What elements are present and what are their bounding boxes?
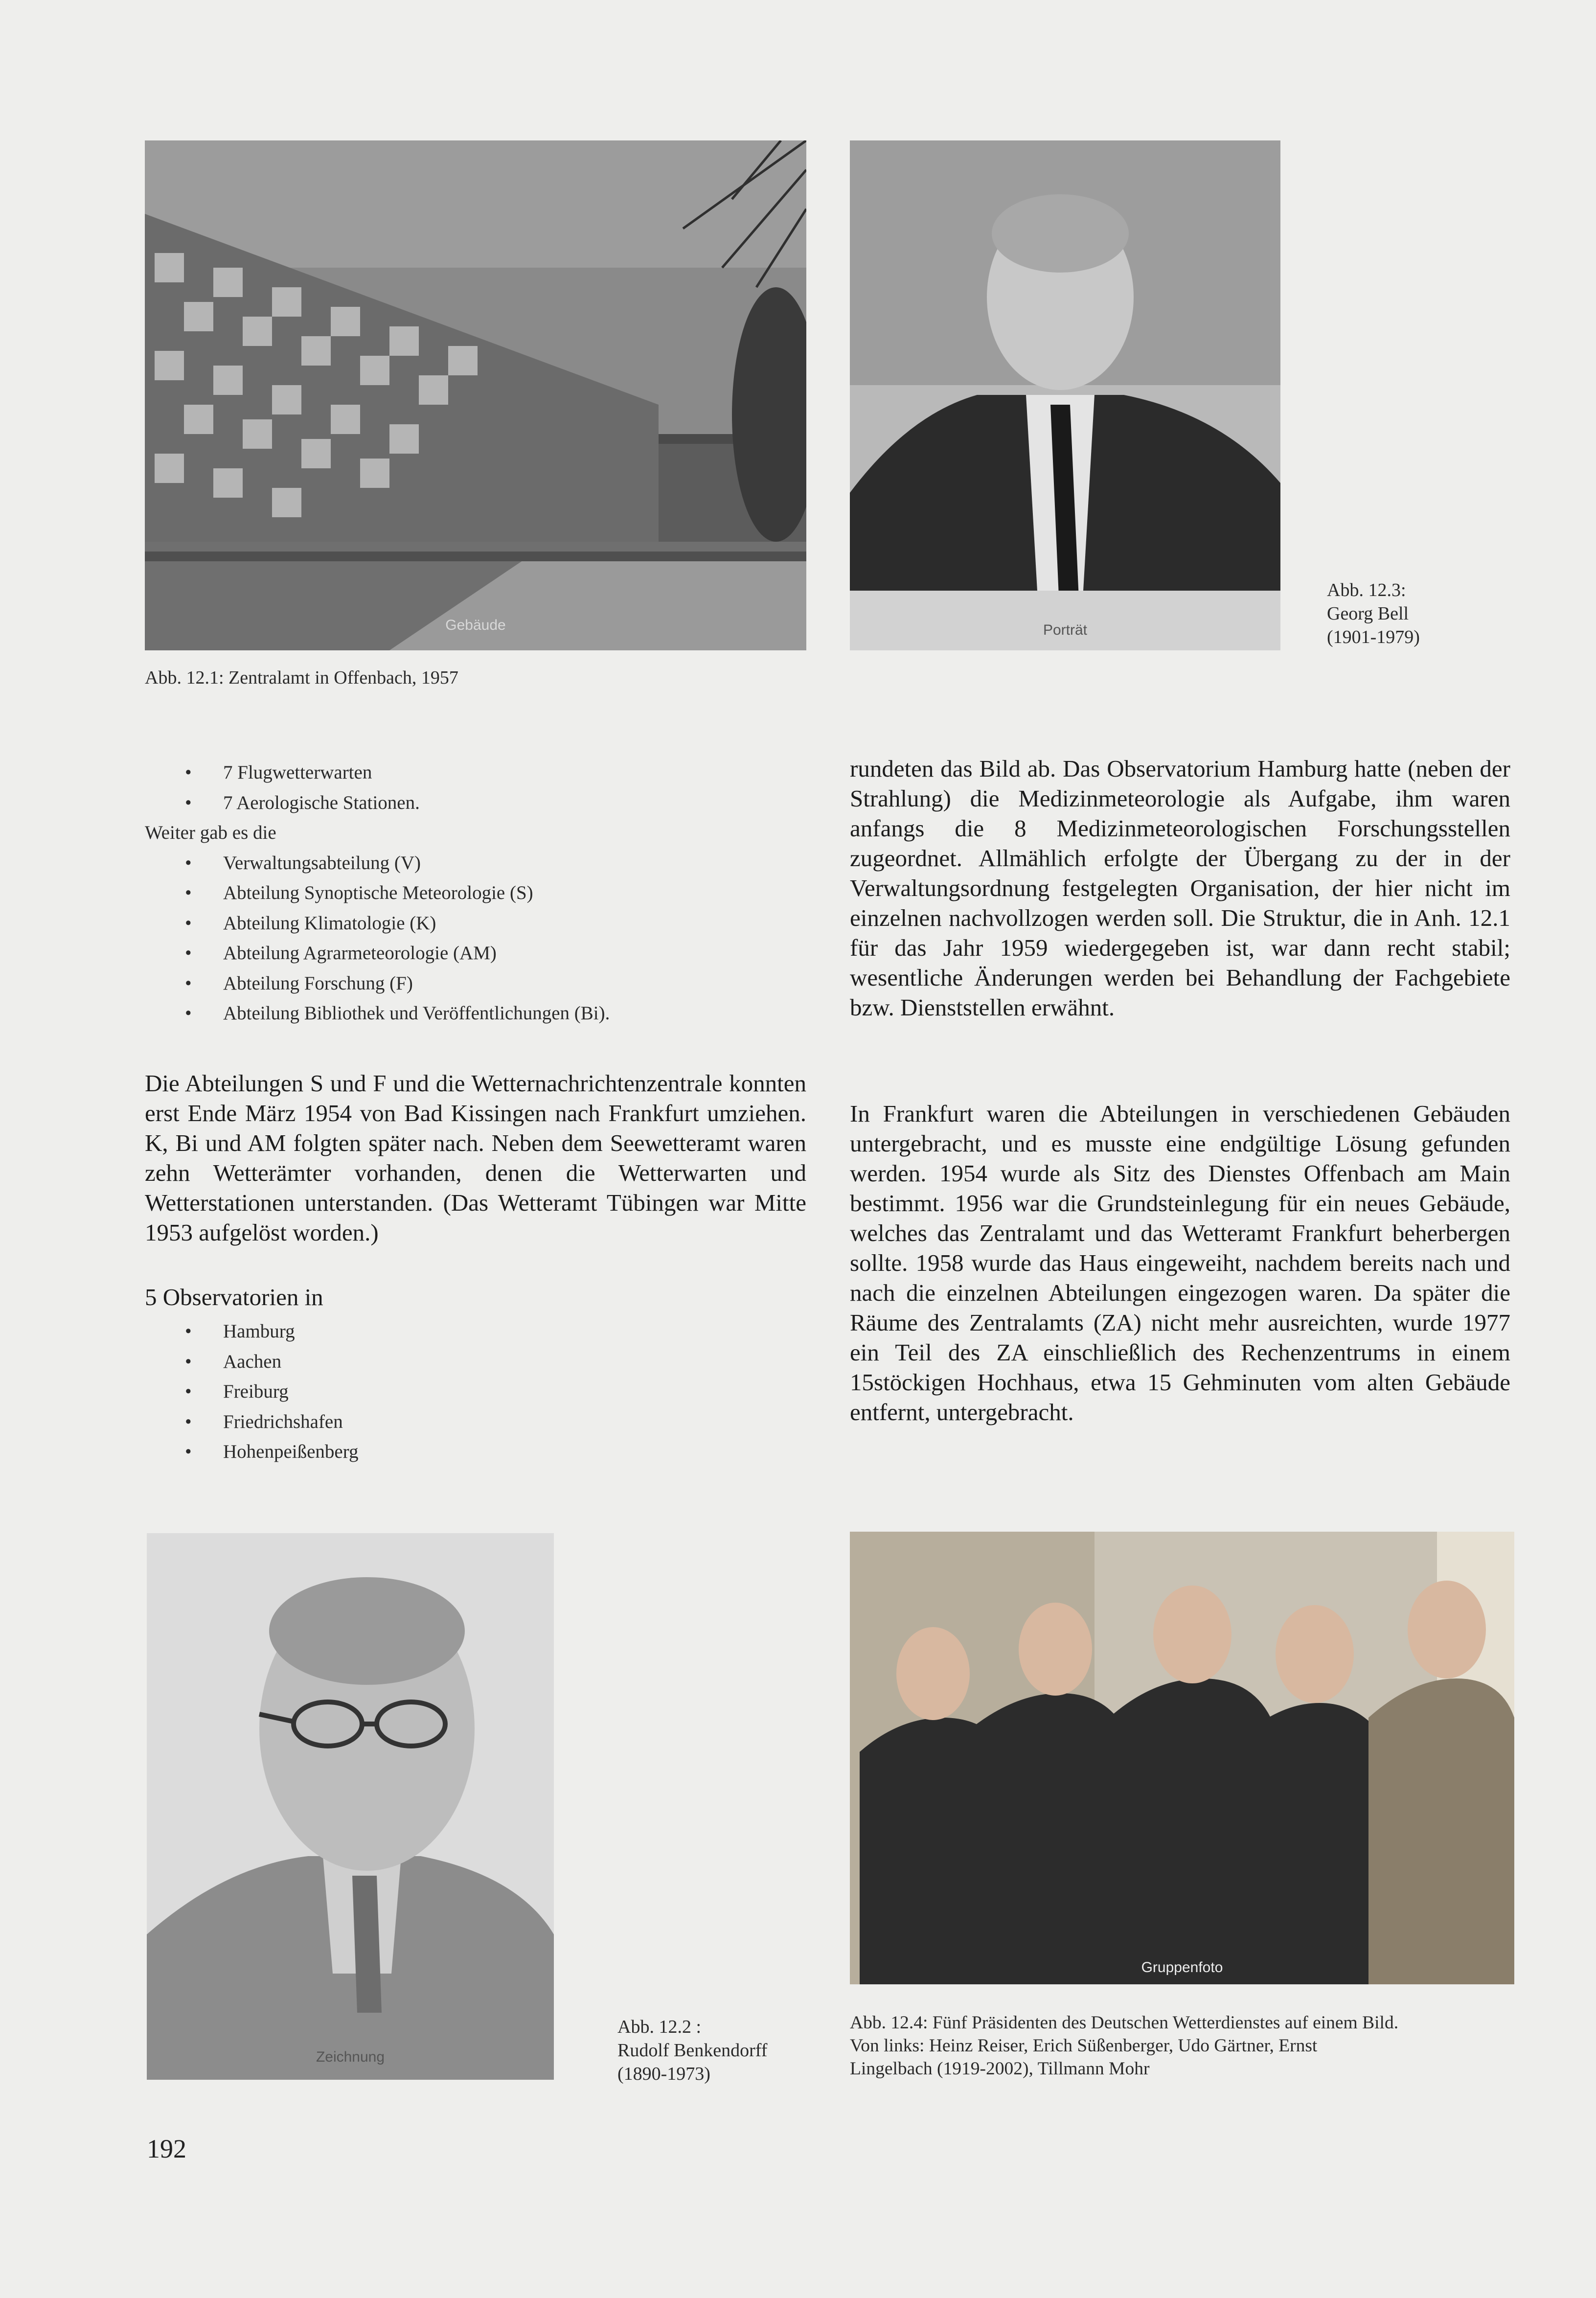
fig3-caption-line-1: Abb. 12.3: — [1327, 580, 1406, 600]
fig4-caption-line-1: Abb. 12.4: Fünf Präsidenten des Deutschen Wetterdienstes auf einem Bild. — [850, 2013, 1399, 2033]
fig3-caption-line-3: (1901-1979) — [1327, 627, 1420, 647]
right-paragraph-2 — [850, 1099, 1510, 1427]
fig4-caption-line-3: Lingelbach (1919-2002), Tillmann Mohr — [850, 2059, 1150, 2079]
list-item: • 7 Aerologische Stationen. — [145, 788, 810, 818]
fig2-image-label: Zeichnung — [316, 2049, 385, 2065]
left-paragraph — [145, 1068, 806, 1247]
observatorien-list — [145, 1316, 810, 1467]
right-paragraph-1-text: rundeten das Bild ab. Das Observatorium Hamburg hatte (neben der Strahlung) die Medizinmeteorologie als Aufgabe, ihm waren anfangs die 8 Medizinmeteorologischen Forschungsstellen zugeordnet. Allmählich erfolgte der Übergang zu der in der Verwaltungsordnung festgelegten Organisation, der hier nicht im einzelnen nachvollzogen werden soll. Die Struktur, die in Anh. 12.1 für das Jahr 1959 wiedergegeben ist, war dann recht stabil; wesentliche Änderungen werden bei Behandlung der Fachgebiete bzw. Dienststellen erwähnt. — [850, 755, 1510, 1021]
fig4-image-label: Gruppenfoto — [1141, 1959, 1223, 1976]
list-item: • Abteilung Synoptische Meteorologie (S) — [145, 878, 810, 908]
list-item: • Abteilung Klimatologie (K) — [145, 908, 810, 939]
figure-praesidenten-photo — [850, 1532, 1514, 1984]
page-number: 192 — [147, 2134, 186, 2163]
fig2-caption-line-1: Abb. 12.2 : — [617, 2017, 701, 2037]
list-item: • Aachen — [145, 1347, 810, 1377]
right-paragraph-1 — [850, 754, 1510, 1022]
fig1-image-label: Gebäude — [445, 617, 506, 633]
fig1-caption: Abb. 12.1: Zentralamt in Offenbach, 1957 — [145, 667, 458, 688]
fig3-caption — [1327, 578, 1420, 649]
list-item: • Freiburg — [145, 1377, 810, 1407]
list-item: • Hohenpeißenberg — [145, 1437, 810, 1467]
list-item: • Hamburg — [145, 1316, 810, 1347]
list-item: • Verwaltungsabteilung (V) — [145, 848, 810, 878]
list-item: • Friedrichshafen — [145, 1407, 810, 1437]
fig3-caption-line-2: Georg Bell — [1327, 603, 1409, 624]
fig4-caption-line-2: Von links: Heinz Reiser, Erich Süßenberger, Udo Gärtner, Ernst — [850, 2036, 1318, 2056]
right-paragraph-2-text: In Frankfurt waren die Abteilungen in verschiedenen Gebäuden untergebracht, und es musste eine endgültige Lösung gefunden werden. 1954 wurde als Sitz des Dienstes Offenbach am Main bestimmt. 1956 war die Grundsteinlegung für ein neues Gebäude, welches das Zentralamt und das Wetteramt Frankfurt beherbergen sollte. 1958 wurde das Haus eingeweiht, nachdem bereits nach und nach die einzelnen Abteilungen eingezogen waren. Da später die Räume des Zentralamts (ZA) nicht mehr ausreichten, wurde 1977 ein Teil des ZA einschließlich des Rechenzentrums in einem 15stöckigen Hochhaus, etwa 15 Gehminuten vom alten Gebäude entfernt, untergebracht. — [850, 1100, 1510, 1425]
list-item: • Abteilung Agrarmeteorologie (AM) — [145, 938, 810, 968]
left-paragraph-text: Die Abteilungen S und F und die Wetternachrichtenzentrale konnten erst Ende März 1954 von Bad Kissingen nach Frankfurt umziehen. K, Bi und AM folgten später nach. Neben dem Seewetteramt waren zehn Wetterämter vorhanden, denen die Wetterwarten und Wetterstationen unterstanden. (Das Wetteramt Tübingen war Mitte 1953 aufgelöst worden.) — [145, 1070, 806, 1246]
observatorien-lead: 5 Observatorien in — [145, 1284, 323, 1310]
list-item: • Abteilung Bibliothek und Veröffentlichungen (Bi). — [145, 998, 810, 1029]
figure-zentralamt-photo — [145, 140, 806, 650]
list-lead: Weiter gab es die — [145, 822, 276, 843]
list-item: • Abteilung Forschung (F) — [145, 968, 810, 999]
fig2-caption — [617, 2015, 767, 2086]
fig4-caption — [850, 2011, 1398, 2080]
figure-georg-bell-photo — [850, 140, 1280, 650]
left-small-list — [145, 758, 810, 1029]
fig2-caption-line-2: Rudolf Benkendorff — [617, 2040, 768, 2061]
list-item: • 7 Flugwetterwarten — [145, 758, 810, 788]
figure-benkendorff-drawing — [147, 1533, 554, 2080]
fig2-caption-line-3: (1890-1973) — [617, 2064, 710, 2084]
fig3-image-label: Porträt — [1043, 622, 1088, 638]
